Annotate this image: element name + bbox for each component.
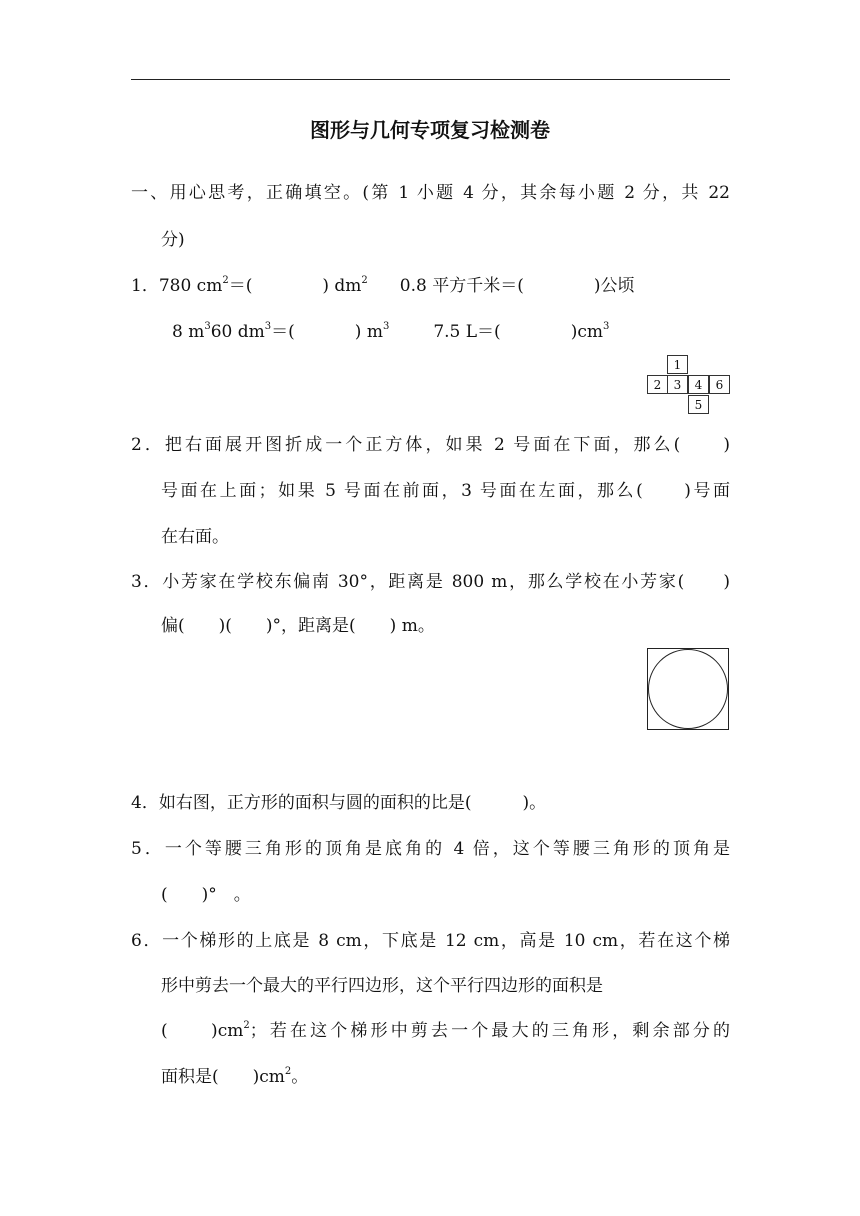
question-6-line2: 形中剪去一个最大的平行四边形，这个平行四边形的面积是 — [161, 976, 603, 996]
net-face-1: 1 — [667, 355, 688, 374]
section-heading-line1: 一、用心思考，正确填空。(第 1 小题 4 分，其余每小题 2 分，共 22 — [131, 183, 730, 203]
header-rule — [131, 79, 730, 80]
question-4-line1: 4．如右图，正方形的面积与圆的面积的比是( )。 — [131, 793, 547, 813]
question-1-line1: 1．780 $cm^2=$( ) $dm^2$ 0.8 平方千米＝( )公顷 — [131, 275, 635, 296]
question-3-line1: 3．小芳家在学校东偏南 30°，距离是 800 m，那么学校在小芳家( ) — [131, 572, 730, 592]
question-2-line3: 在右面。 — [161, 527, 229, 547]
question-3-line2: 偏( )( )°，距离是( ) m。 — [161, 616, 435, 636]
question-2-line1: 2．把右面展开图折成一个正方体，如果 2 号面在下面，那么( ) — [131, 435, 730, 455]
net-face-2: 2 — [647, 375, 668, 394]
question-5-line2: ( )° 。 — [161, 885, 251, 905]
net-face-3: 3 — [667, 375, 688, 394]
question-1-line2: 8 $m^360$ $dm^3=$( ) $m^3$ 7.5 L＝( )$cm^3$ — [172, 321, 610, 342]
question-6-line3: ( )$cm^2$；若在这个梯形中剪去一个最大的三角形，剩余部分的 — [161, 1020, 731, 1041]
question-2-line2: 号面在上面；如果 5 号面在前面，3 号面在左面，那么( )号面 — [161, 481, 730, 501]
question-6-line4: 面积是( )$cm^2$。 — [161, 1066, 309, 1087]
square-with-inscribed-circle-figure — [647, 648, 729, 730]
page-title: 图形与几何专项复习检测卷 — [310, 118, 550, 142]
question-5-line1: 5．一个等腰三角形的顶角是底角的 4 倍，这个等腰三角形的顶角是 — [131, 839, 730, 859]
net-face-5: 5 — [688, 395, 709, 414]
inscribed-circle — [648, 649, 728, 729]
section-heading-line2: 分) — [161, 230, 185, 250]
net-face-6: 6 — [709, 375, 730, 394]
question-number: 1． — [131, 276, 159, 296]
question-6-line1: 6．一个梯形的上底是 8 cm，下底是 12 cm，高是 10 cm，若在这个梯 — [131, 931, 730, 951]
net-face-4: 4 — [688, 375, 709, 394]
cube-net-figure — [647, 355, 735, 417]
